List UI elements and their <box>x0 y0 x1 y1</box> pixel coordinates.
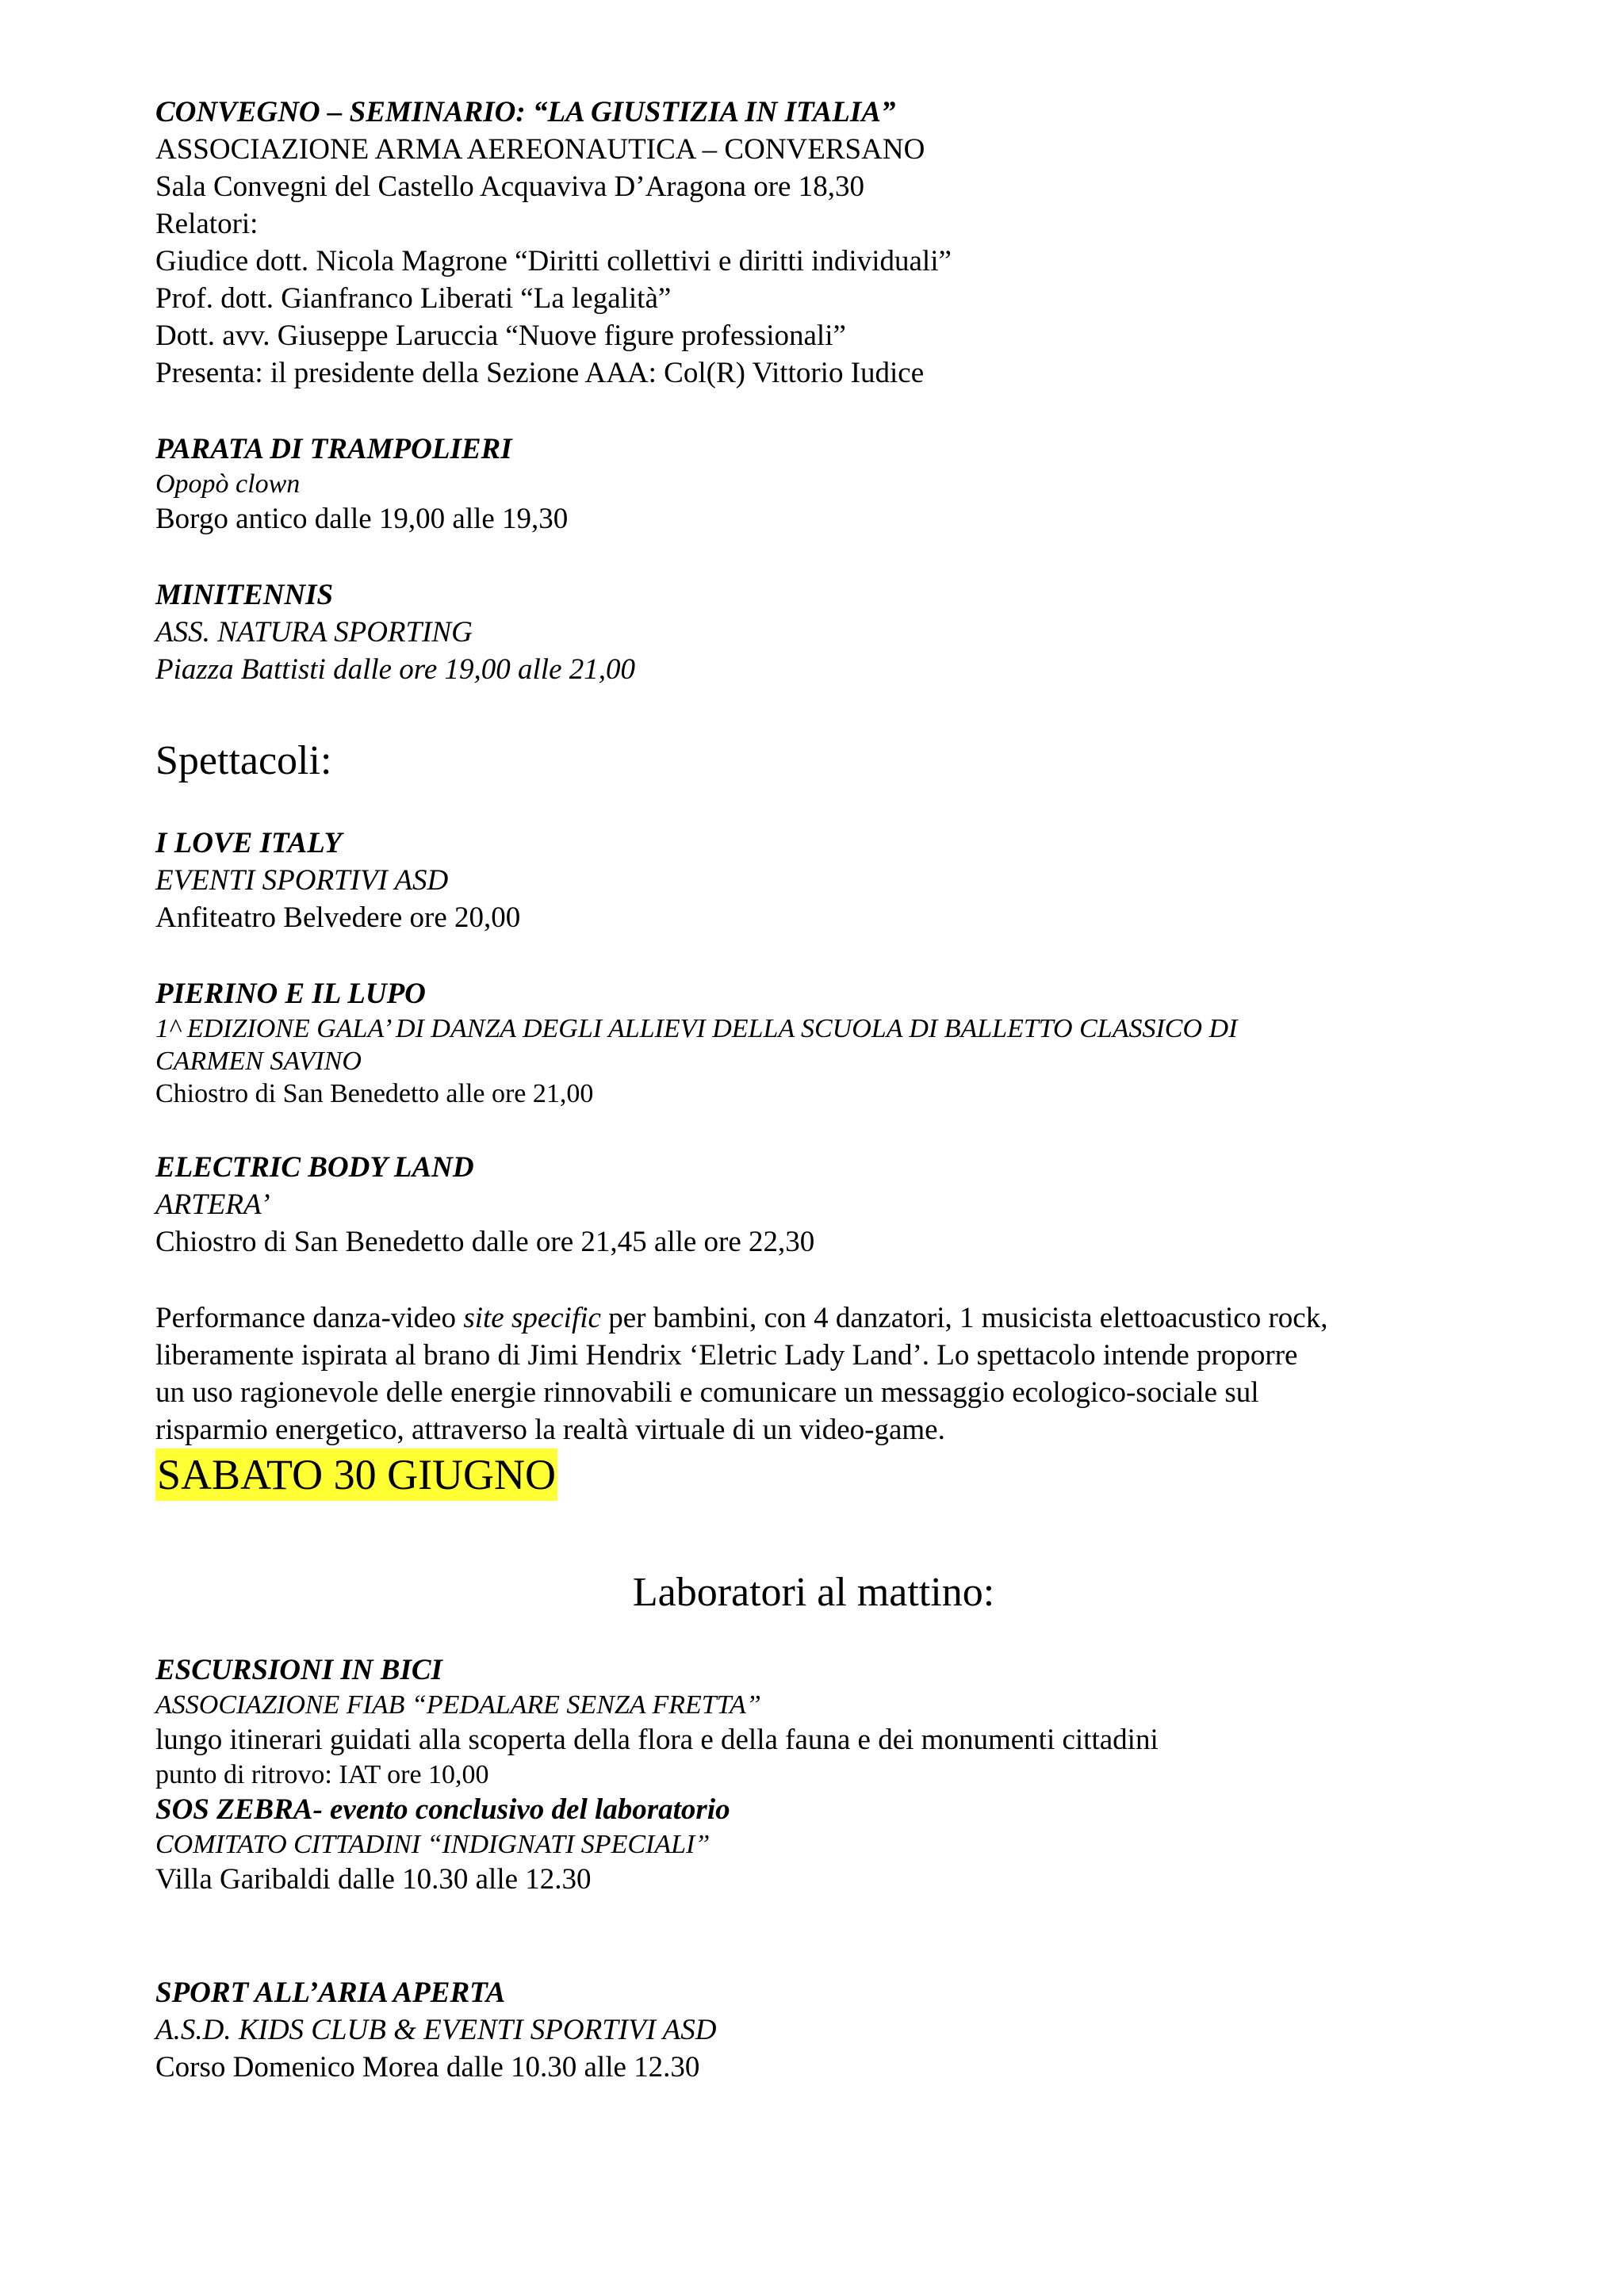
event-title: PIERINO E IL LUPO <box>155 978 426 1010</box>
event-title: SOS ZEBRA- evento conclusivo del laboratorio <box>155 1793 730 1826</box>
event-title: PARATA DI TRAMPOLIERI <box>155 433 512 465</box>
event-organizer-cont: CARMEN SAVINO <box>155 1047 362 1076</box>
event-where: Chiostro di San Benedetto alle ore 21,00 <box>155 1079 594 1108</box>
event-organizer: Opopò clown <box>155 469 301 499</box>
speaker: Giudice dott. Nicola Magrone “Diritti collettivi e diritti individuali” <box>155 245 952 277</box>
event-where: Anfiteatro Belvedere ore 20,00 <box>155 901 521 934</box>
laboratori-heading: Laboratori al mattino: <box>632 1570 995 1615</box>
convegno-section <box>155 94 1488 392</box>
event-title: SPORT ALL’ARIA APERTA <box>155 1976 506 2009</box>
event-organizer: COMITATO CITTADINI “INDIGNATI SPECIALI” <box>155 1830 710 1859</box>
event-title: CONVEGNO – SEMINARIO: “LA GIUSTIZIA IN ITALIA” <box>155 96 896 128</box>
event-where: Chiostro di San Benedetto dalle ore 21,45 alle ore 22,30 <box>155 1226 815 1258</box>
event-organizer: ASSOCIAZIONE FIAB “PEDALARE SENZA FRETTA” <box>155 1690 761 1720</box>
pierino-section <box>155 975 1488 1110</box>
sos-section <box>155 1791 1488 1898</box>
presenter: Presenta: il presidente della Sezione AAA: Col(R) Vittorio Iudice <box>155 357 925 389</box>
date-heading: SABATO 30 GIUGNO <box>155 1448 557 1501</box>
speakers-label: Relatori: <box>155 208 259 240</box>
event-description-line: liberamente ispirata al brano di Jimi Hendrix ‘Eletric Lady Land’. Lo spettacolo intende proporre <box>155 1339 1298 1372</box>
venue: Sala Convegni del Castello Acquaviva D’Aragona ore 18,30 <box>155 170 864 203</box>
event-description-line: risparmio energetico, attraverso la realtà virtuale di un video-game. <box>155 1414 945 1446</box>
event-organizer: EVENTI SPORTIVI ASD <box>155 864 449 897</box>
event-where: Piazza Battisti dalle ore 19,00 alle 21,00 <box>155 653 635 686</box>
description-text: per bambini, con 4 danzatori, 1 musicista elettoacustico rock, <box>600 1302 1328 1334</box>
minitennis-section <box>155 576 1488 688</box>
spettacoli-heading: Spettacoli: <box>155 738 332 783</box>
event-title: I LOVE ITALY <box>155 827 343 859</box>
event-where: Corso Domenico Morea dalle 10.30 alle 12.30 <box>155 2051 700 2084</box>
event-organizer: A.S.D. KIDS CLUB & EVENTI SPORTIVI ASD <box>155 2014 717 2046</box>
electric-section <box>155 1149 1488 1448</box>
iloveitaly-section <box>155 825 1488 936</box>
event-where: Villa Garibaldi dalle 10.30 alle 12.30 <box>155 1863 592 1896</box>
event-meeting-point: punto di ritrovo: IAT ore 10,00 <box>155 1760 489 1789</box>
sport-section <box>155 1974 1488 2086</box>
description-text: Performance danza-video <box>155 1302 464 1334</box>
parata-section <box>155 430 1488 538</box>
speaker: Prof. dott. Gianfranco Liberati “La legalità” <box>155 282 672 315</box>
event-organizer: ARTERA’ <box>155 1188 270 1221</box>
event-title: MINITENNIS <box>155 579 334 611</box>
document-page <box>155 94 1488 2086</box>
event-description: lungo itinerari guidati alla scoperta della flora e della fauna e dei monumenti cittadini <box>155 1724 1159 1756</box>
event-organizer: 1^ EDIZIONE GALA’ DI DANZA DEGLI ALLIEVI DELLA SCUOLA DI BALLETTO CLASSICO DI <box>155 1014 1238 1043</box>
escursioni-section <box>155 1651 1488 1791</box>
event-where: Borgo antico dalle 19,00 alle 19,30 <box>155 503 569 535</box>
event-title: ESCURSIONI IN BICI <box>155 1654 442 1686</box>
event-organizer: ASS. NATURA SPORTING <box>155 616 473 649</box>
event-description-line: un uso ragionevole delle energie rinnovabili e comunicare un messaggio ecologico-sociale sul <box>155 1376 1259 1409</box>
organizer: ASSOCIAZIONE ARMA AEREONAUTICA – CONVERSANO <box>155 133 925 166</box>
event-title: ELECTRIC BODY LAND <box>155 1151 474 1184</box>
description-italic: site specific <box>463 1302 601 1334</box>
speaker: Dott. avv. Giuseppe Laruccia “Nuove figure professionali” <box>155 320 846 352</box>
event-description-line <box>155 1299 1488 1337</box>
